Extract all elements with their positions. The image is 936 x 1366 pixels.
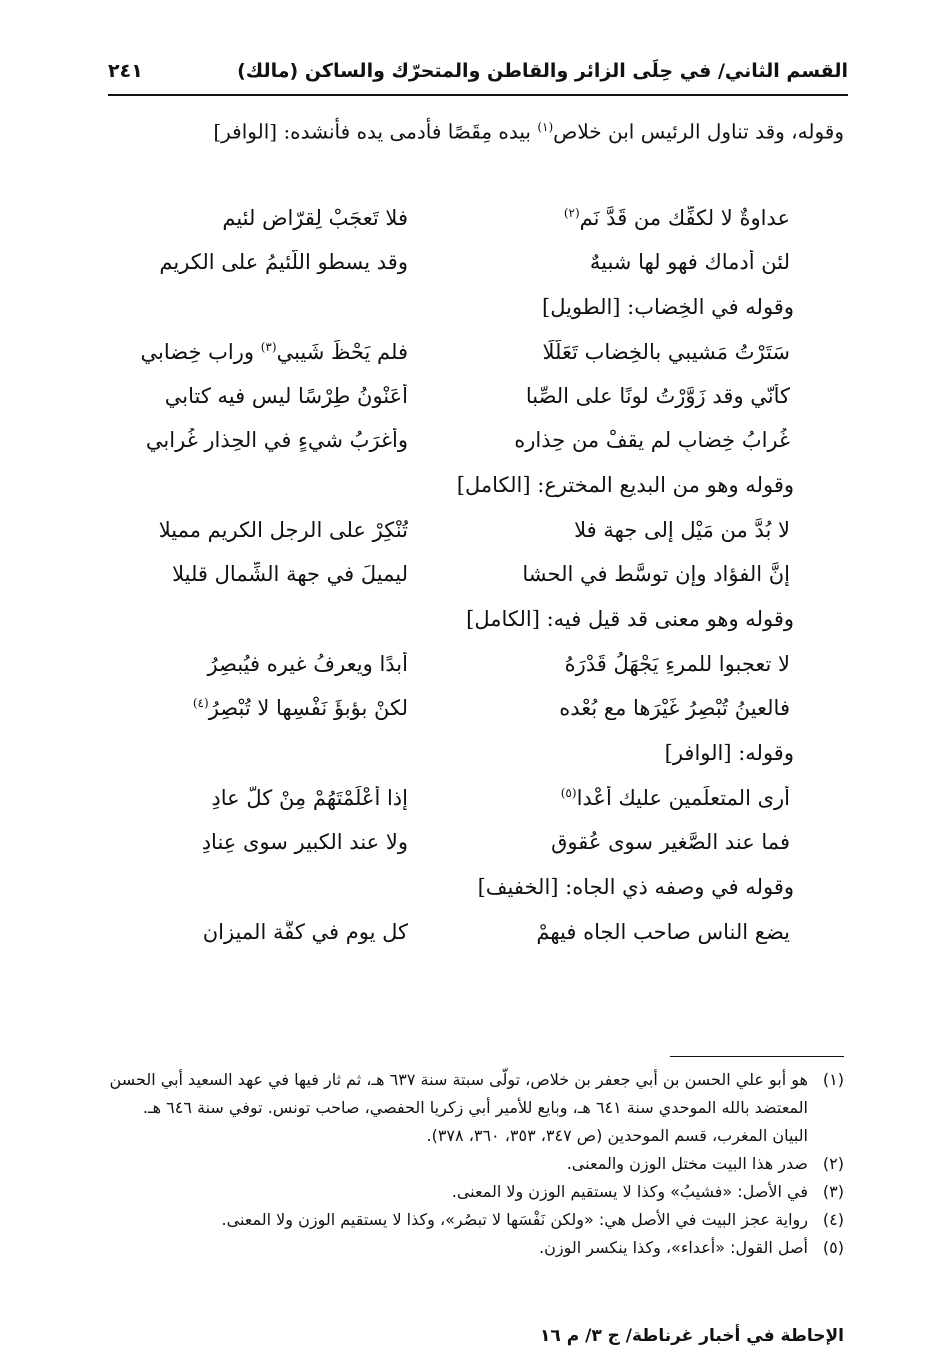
verse-second-hemistich: ولا عند الكبير سوى عِنادِ — [201, 830, 408, 854]
verse-first-hemistich: إنَّ الفؤاد وإن توسَّط في الحشا — [522, 562, 790, 586]
intro-paragraph — [108, 108, 844, 151]
verse-first-hemistich: فما عند الصَّغير سوى عُقوق — [551, 830, 790, 854]
footnote-ref-4[interactable]: (٤) — [192, 696, 209, 710]
verse-line — [108, 374, 790, 418]
header-title: القسم الثاني/ في حِلَى الزائر والقاطن والمتحرّك والساكن (مالك) — [237, 60, 848, 82]
footnote — [108, 1206, 844, 1234]
verse-line — [108, 642, 790, 686]
intro-text-after: بيده مِقَصًا فأدمى يده فأنشده: — [283, 119, 538, 144]
section-intro: وقوله وهو معنى قد قيل فيه: [الكامل] — [466, 607, 794, 631]
verse-line — [108, 508, 790, 552]
verse-line — [108, 418, 790, 462]
verse-first-hemistich: كأنّي وقد زَوَّرْتُ لونًا على الصِّبا — [525, 384, 790, 408]
verse-line — [108, 910, 790, 954]
footnote-text: هو أبو علي الحسن بن أبي جعفر بن خلاص، تولّى سبتة سنة ٦٣٧ هـ، ثم ثار فيها في عهد السعيد أبي الحسن المعتضد بالله الموحدي سنة ٦٤١ هـ، وبايع للأمير أبي زكريا الحفصي، صاحب تونس. توفي سنة ٦٤٦ هـ. البيان المغرب، قسم الموحدين (ص ٣٤٧، ٣٥٣، ٣٦٠، ٣٧٨). — [109, 1070, 808, 1145]
footnote — [108, 1234, 844, 1262]
footnote — [108, 1150, 844, 1178]
footnote-text: رواية عجز البيت في الأصل هي: «ولكن نَفْسَها لا تبصُر»، وكذا لا يستقيم الوزن ولا المعنى. — [221, 1210, 808, 1229]
verse-second-hemistich: ليميلَ في جهة الشِّمال قليلا — [172, 562, 408, 586]
verse-line — [108, 776, 790, 820]
verse-first-hemistich: يضع الناس صاحب الجاه فيهمْ — [536, 920, 790, 944]
verse-second-hemistich: تُنْكِرْ على الرجلِ الكريم مميلا — [158, 518, 408, 542]
verse-second-hemistich: أبدًا ويعرفُ غيره فيُبصِرُ — [207, 652, 408, 676]
verse-second-hemistich: فلم يَحْظَ شَيبي$^{(٣)}$ وراب خِضابي — [140, 340, 408, 364]
verse-first-hemistich: لا تعجبوا للمرءِ يَجْهَلُ قَدْرَهُ — [564, 652, 790, 676]
verse-line — [108, 240, 790, 284]
verse-first-hemistich: سَتَرْتُ مَشيبي بالخِضاب تَعَلُّلًا — [542, 340, 790, 364]
verse-first-hemistich: لا بُدَّ من مَيْلٍ إلى جهة فلا — [574, 518, 790, 542]
footnote-number: (٣) — [822, 1182, 844, 1201]
footnote-ref-5[interactable]: (٥) — [560, 786, 577, 800]
verse-first-hemistich: لئن أدماك فهو لها شبيهٌ — [589, 250, 790, 274]
section-intro: وقوله وهو من البديع المخترع: [الكامل] — [456, 473, 794, 497]
page-number: ٢٤١ — [108, 60, 143, 82]
footnote-text: في الأصل: «فشيبُ» وكذا لا يستقيم الوزن ولا المعنى. — [451, 1182, 808, 1201]
verse-line — [108, 330, 790, 374]
verse-second-hemistich: فلا تَعجَبْ لِقرّاضٍ لئيمِ — [222, 206, 408, 230]
verse-second-hemistich: وقد يسطو اللَّئيمُ على الكريمِ — [159, 250, 408, 274]
footnote-number: (١) — [822, 1070, 844, 1089]
verse-line — [108, 552, 790, 596]
footnote-ref-2[interactable]: (٢) — [563, 206, 580, 220]
footnote-text: أصل القول: «أعداء»، وكذا ينكسر الوزن. — [539, 1238, 808, 1257]
verse-first-hemistich: فالعينُ تُبْصِرُ غَيْرَها مع بُعْده — [559, 696, 790, 720]
footnote-ref-3[interactable]: (٣) — [260, 340, 277, 354]
verse-second-hemistich: وأغرَبُ شيءٍ في الحِذار غُرابي — [145, 428, 408, 452]
footnote — [108, 1066, 844, 1150]
verse-line — [108, 686, 790, 730]
footnote — [108, 1178, 844, 1206]
section-intro: وقوله في وصفه ذي الجاه: [الخفيف] — [477, 875, 794, 899]
intro-meter: [الوافر] — [213, 119, 278, 144]
verse-first-hemistich: أرى المتعلِّمين عليك أعْدا$^{(٥)}$ — [560, 786, 790, 810]
intro-text-before: وقوله، وقد تناول الرئيس ابن خلاص — [553, 119, 844, 144]
verse-line — [108, 196, 790, 240]
page-footer: الإحاطة في أخبار غرناطة/ ج ٣/ م ١٦ — [540, 1326, 844, 1346]
footnote-number: (٢) — [822, 1154, 844, 1173]
running-header — [108, 56, 848, 86]
footnote-number: (٤) — [822, 1210, 844, 1229]
verse-second-hemistich: إذا أعْلَمْتَهُمْ مِنْ كلّ عادِ — [211, 786, 408, 810]
section-intro: وقوله: [الوافر] — [664, 741, 794, 765]
footnotes — [108, 1066, 844, 1262]
poem-body — [108, 196, 794, 954]
header-rule — [108, 94, 848, 96]
footnote-number: (٥) — [822, 1238, 844, 1257]
footnote-ref-1[interactable]: (١) — [537, 120, 554, 134]
verse-line — [108, 820, 790, 864]
verse-second-hemistich: كل يوم في كفَّة الميزانِ — [202, 920, 408, 944]
footnote-text: صدر هذا البيت مختل الوزن والمعنى. — [566, 1154, 808, 1173]
verse-first-hemistich: غُرابُ خِضابٍ لم يقفْ من حِذاره — [514, 428, 790, 452]
verse-first-hemistich: عداوةٌ لا لكفِّك من قَدَّ نَمٍ$^{(٢)}$ — [563, 206, 790, 230]
verse-second-hemistich: لكنْ بؤبؤَ نَفْسِها لا تُبْصِرُ$^{(٤)}$ — [192, 696, 408, 720]
section-intro: وقوله في الخِضاب: [الطويل] — [542, 295, 794, 319]
footnote-rule — [670, 1056, 844, 1057]
verse-second-hemistich: أُعَنْوِنُ طِرْسًا ليس فيه كتابي — [164, 384, 408, 408]
